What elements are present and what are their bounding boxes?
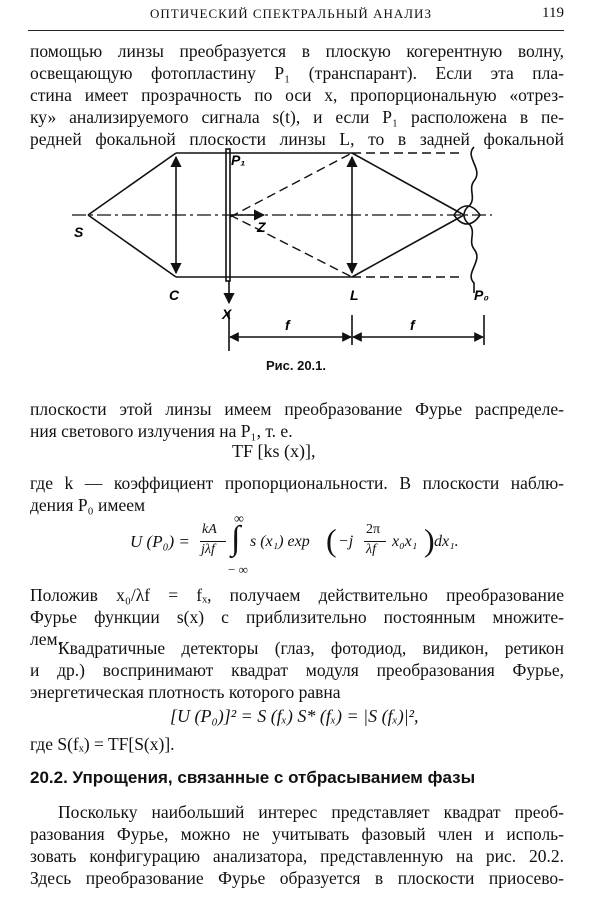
label-z: Z [257, 219, 266, 235]
paren-close: ) [424, 522, 435, 558]
label-x: X [222, 306, 232, 322]
text-line: разования Фурье, можно не учитывать фазовый член и исполь- [30, 824, 564, 844]
text-line: Фурье функции s(x) с приблизительно постоянным множите- [30, 607, 564, 627]
text-line: помощью линзы преобразуется в плоскую когерентную волну, [30, 41, 564, 61]
text-line: Квадратичные детекторы (глаз, фотодиод, видикон, ретикон [58, 638, 564, 658]
text-line: лем. [30, 629, 62, 649]
frac2-num: 2π [366, 522, 381, 537]
integral-lower: − ∞ [228, 562, 248, 577]
diffracted-ray [230, 153, 352, 217]
text-line: Здесь преобразование Фурье образуется в плоскости приосево- [30, 868, 564, 888]
frac-num: kA [202, 522, 217, 537]
where-line [30, 733, 564, 755]
text-line: энергетическая плотность которого равна [30, 682, 341, 702]
label-l: L [350, 287, 359, 303]
optical-diagram [0, 145, 592, 353]
formula-body: s (x₁) exp [250, 533, 310, 550]
text-line: где k — коэффициент пропорциональности. В плоскости наблю- [30, 473, 564, 493]
ray-top-left [88, 153, 176, 215]
text-line: стина имеет прозрачность по оси x, пропорциональную «отрез- [30, 85, 564, 105]
label-f2: f [410, 317, 415, 333]
top-paragraph [30, 40, 564, 150]
middle-paragraph [30, 398, 564, 442]
label-s: S [74, 224, 84, 240]
paren-open: ( [326, 522, 337, 558]
label-p1: P₁ [231, 152, 246, 168]
header-rule [28, 30, 564, 31]
text-line: редней фокальной плоскости линзы L, то в задней фокальной [30, 129, 564, 149]
ray-bottom-right [352, 215, 464, 277]
text-line: Поскольку наибольший интерес представляет квадрат преоб- [58, 802, 564, 822]
frac-den: jλf [201, 542, 215, 557]
label-c: C [169, 287, 180, 303]
formula-tf: TF [ks (x)], [232, 441, 316, 461]
running-title: ОПТИЧЕСКИЙ СПЕКТРАЛЬНЫЙ АНАЛИЗ [150, 6, 432, 21]
formula-tail: dx₁. [434, 533, 459, 550]
integral-upper: ∞ [234, 512, 244, 527]
text-line: и др.) воспринимают квадрат модуля преобразования Фурье, [30, 660, 564, 680]
section-heading: 20.2. Упрощения, связанные с отбрасыванием фазы [30, 768, 476, 787]
label-p0: P₀ [474, 287, 489, 303]
k-paragraph [30, 472, 564, 516]
text-line: ния светового излучения на P₁, т. е. [30, 421, 293, 441]
formula-inner: −j [338, 533, 354, 550]
last-paragraph [30, 801, 564, 889]
text-line: освещающую фотопластину P₁ (транспарант). Если эта пла- [30, 63, 564, 83]
integral-sign: ∫ [231, 520, 241, 557]
formula-post: x₀x₁ [392, 533, 418, 550]
figure-caption: Рис. 20.1. [265, 358, 327, 373]
detectors-paragraph [30, 637, 564, 703]
text-line: где S(fₓ) = TF[S(x)]. [30, 734, 175, 754]
ray-bottom-left [88, 215, 176, 277]
text-line: плоскости этой линзы имеем преобразование Фурье распределе- [30, 399, 564, 419]
label-f1: f [285, 317, 290, 333]
text-line: ку» анализируемого сигнала s(t), и если P₁ расположена в пе- [30, 107, 564, 127]
formula-u [130, 512, 460, 576]
page-header [0, 6, 592, 28]
page-number: 119 [542, 5, 564, 21]
frac2-den: λf [366, 542, 376, 557]
formula-energy: [U (P₀)]² = S (fₓ) S* (fₓ) = |S (fₓ)|², [170, 706, 419, 726]
text-line: зовать конфигурацию анализатора, представленную на рис. 20.2. [30, 846, 564, 866]
diffracted-ray [230, 215, 352, 277]
ray-top-right [352, 153, 464, 215]
formula-lhs: U (P₀) = [130, 532, 190, 551]
text-line: Положив x₀/λf = fₓ, получаем действительно преобразование [30, 585, 564, 605]
text-line: дения P₀ имеем [30, 495, 146, 515]
